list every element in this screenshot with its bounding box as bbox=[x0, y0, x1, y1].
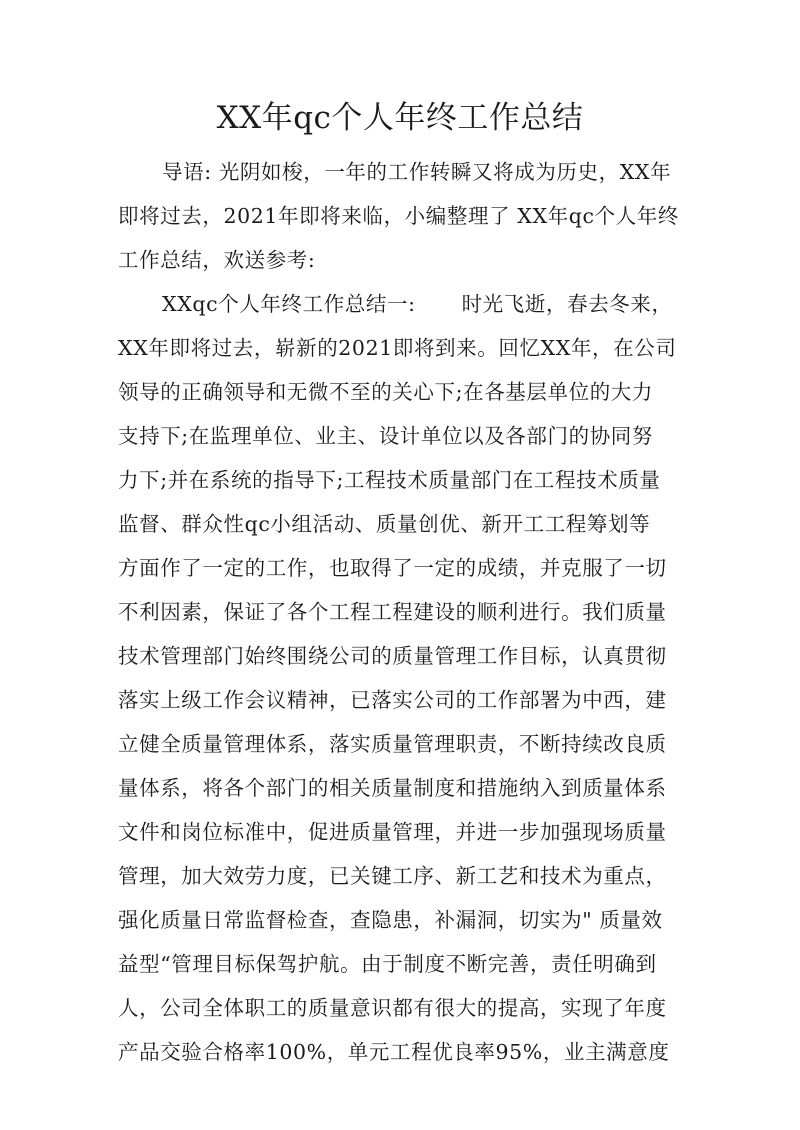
paragraph-line: 益型“管理目标保驾护航。由于制度不断完善，责任明确到 bbox=[118, 952, 657, 976]
section-opening-text: 时光飞逝，春去冬来， bbox=[461, 292, 673, 316]
paragraph-line: 导语: 光阴如梭，一年的工作转瞬又将成为历史，XX年 bbox=[162, 160, 672, 184]
paragraph-line: 力下;并在系统的指导下;工程技术质量部门在工程技术质量 bbox=[118, 468, 661, 492]
paragraph-line: 强化质量日常监督检查，查隐患，补漏洞，切实为" 质量效 bbox=[118, 908, 663, 932]
paragraph-line: 不利因素，保证了各个工程工程建设的顺利进行。我们质量 bbox=[118, 600, 667, 624]
paragraph-line: 方面作了一定的工作，也取得了一定的成绩，并克服了一切 bbox=[118, 556, 667, 580]
paragraph-line: 领导的正确领导和无微不至的关心下;在各基层单位的大力 bbox=[118, 380, 654, 404]
paragraph-line: 量体系，将各个部门的相关质量制度和措施纳入到质量体系 bbox=[118, 776, 667, 800]
paragraph-line: XX年即将过去，崭新的2021即将到来。回忆XX年，在公司 bbox=[118, 336, 677, 360]
document-title: XX年qc个人年终工作总结 bbox=[216, 100, 584, 136]
paragraph-line: 工作总结，欢送参考: bbox=[118, 248, 316, 272]
paragraph-line: 产品交验合格率100%，单元工程优良率95%，业主满意度 bbox=[118, 1040, 670, 1064]
paragraph-line: 监督、群众性qc小组活动、质量创优、新开工工程筹划等 bbox=[118, 512, 651, 536]
paragraph-line: 即将过去，2021年即将来临，小编整理了 XX年qc个人年终 bbox=[118, 204, 679, 228]
section-heading: XXqc个人年终工作总结一: bbox=[162, 292, 416, 316]
paragraph-line: 人，公司全体职工的质量意识都有很大的提高，实现了年度 bbox=[118, 996, 667, 1020]
paragraph-line: 落实上级工作会议精神，已落实公司的工作部署为中西，建 bbox=[118, 688, 667, 712]
paragraph-line: 管理，加大效劳力度，已关键工序、新工艺和技术为重点， bbox=[118, 864, 667, 888]
section-heading-line bbox=[162, 289, 673, 319]
paragraph-line: 立健全质量管理体系，落实质量管理职责，不断持续改良质 bbox=[118, 732, 667, 756]
paragraph-line: 技术管理部门始终围绕公司的质量管理工作目标，认真贯彻 bbox=[118, 644, 667, 668]
paragraph-line: 文件和岗位标准中，促进质量管理，并进一步加强现场质量 bbox=[118, 820, 667, 844]
paragraph-line: 支持下;在监理单位、业主、设计单位以及各部门的协同努 bbox=[118, 424, 654, 448]
